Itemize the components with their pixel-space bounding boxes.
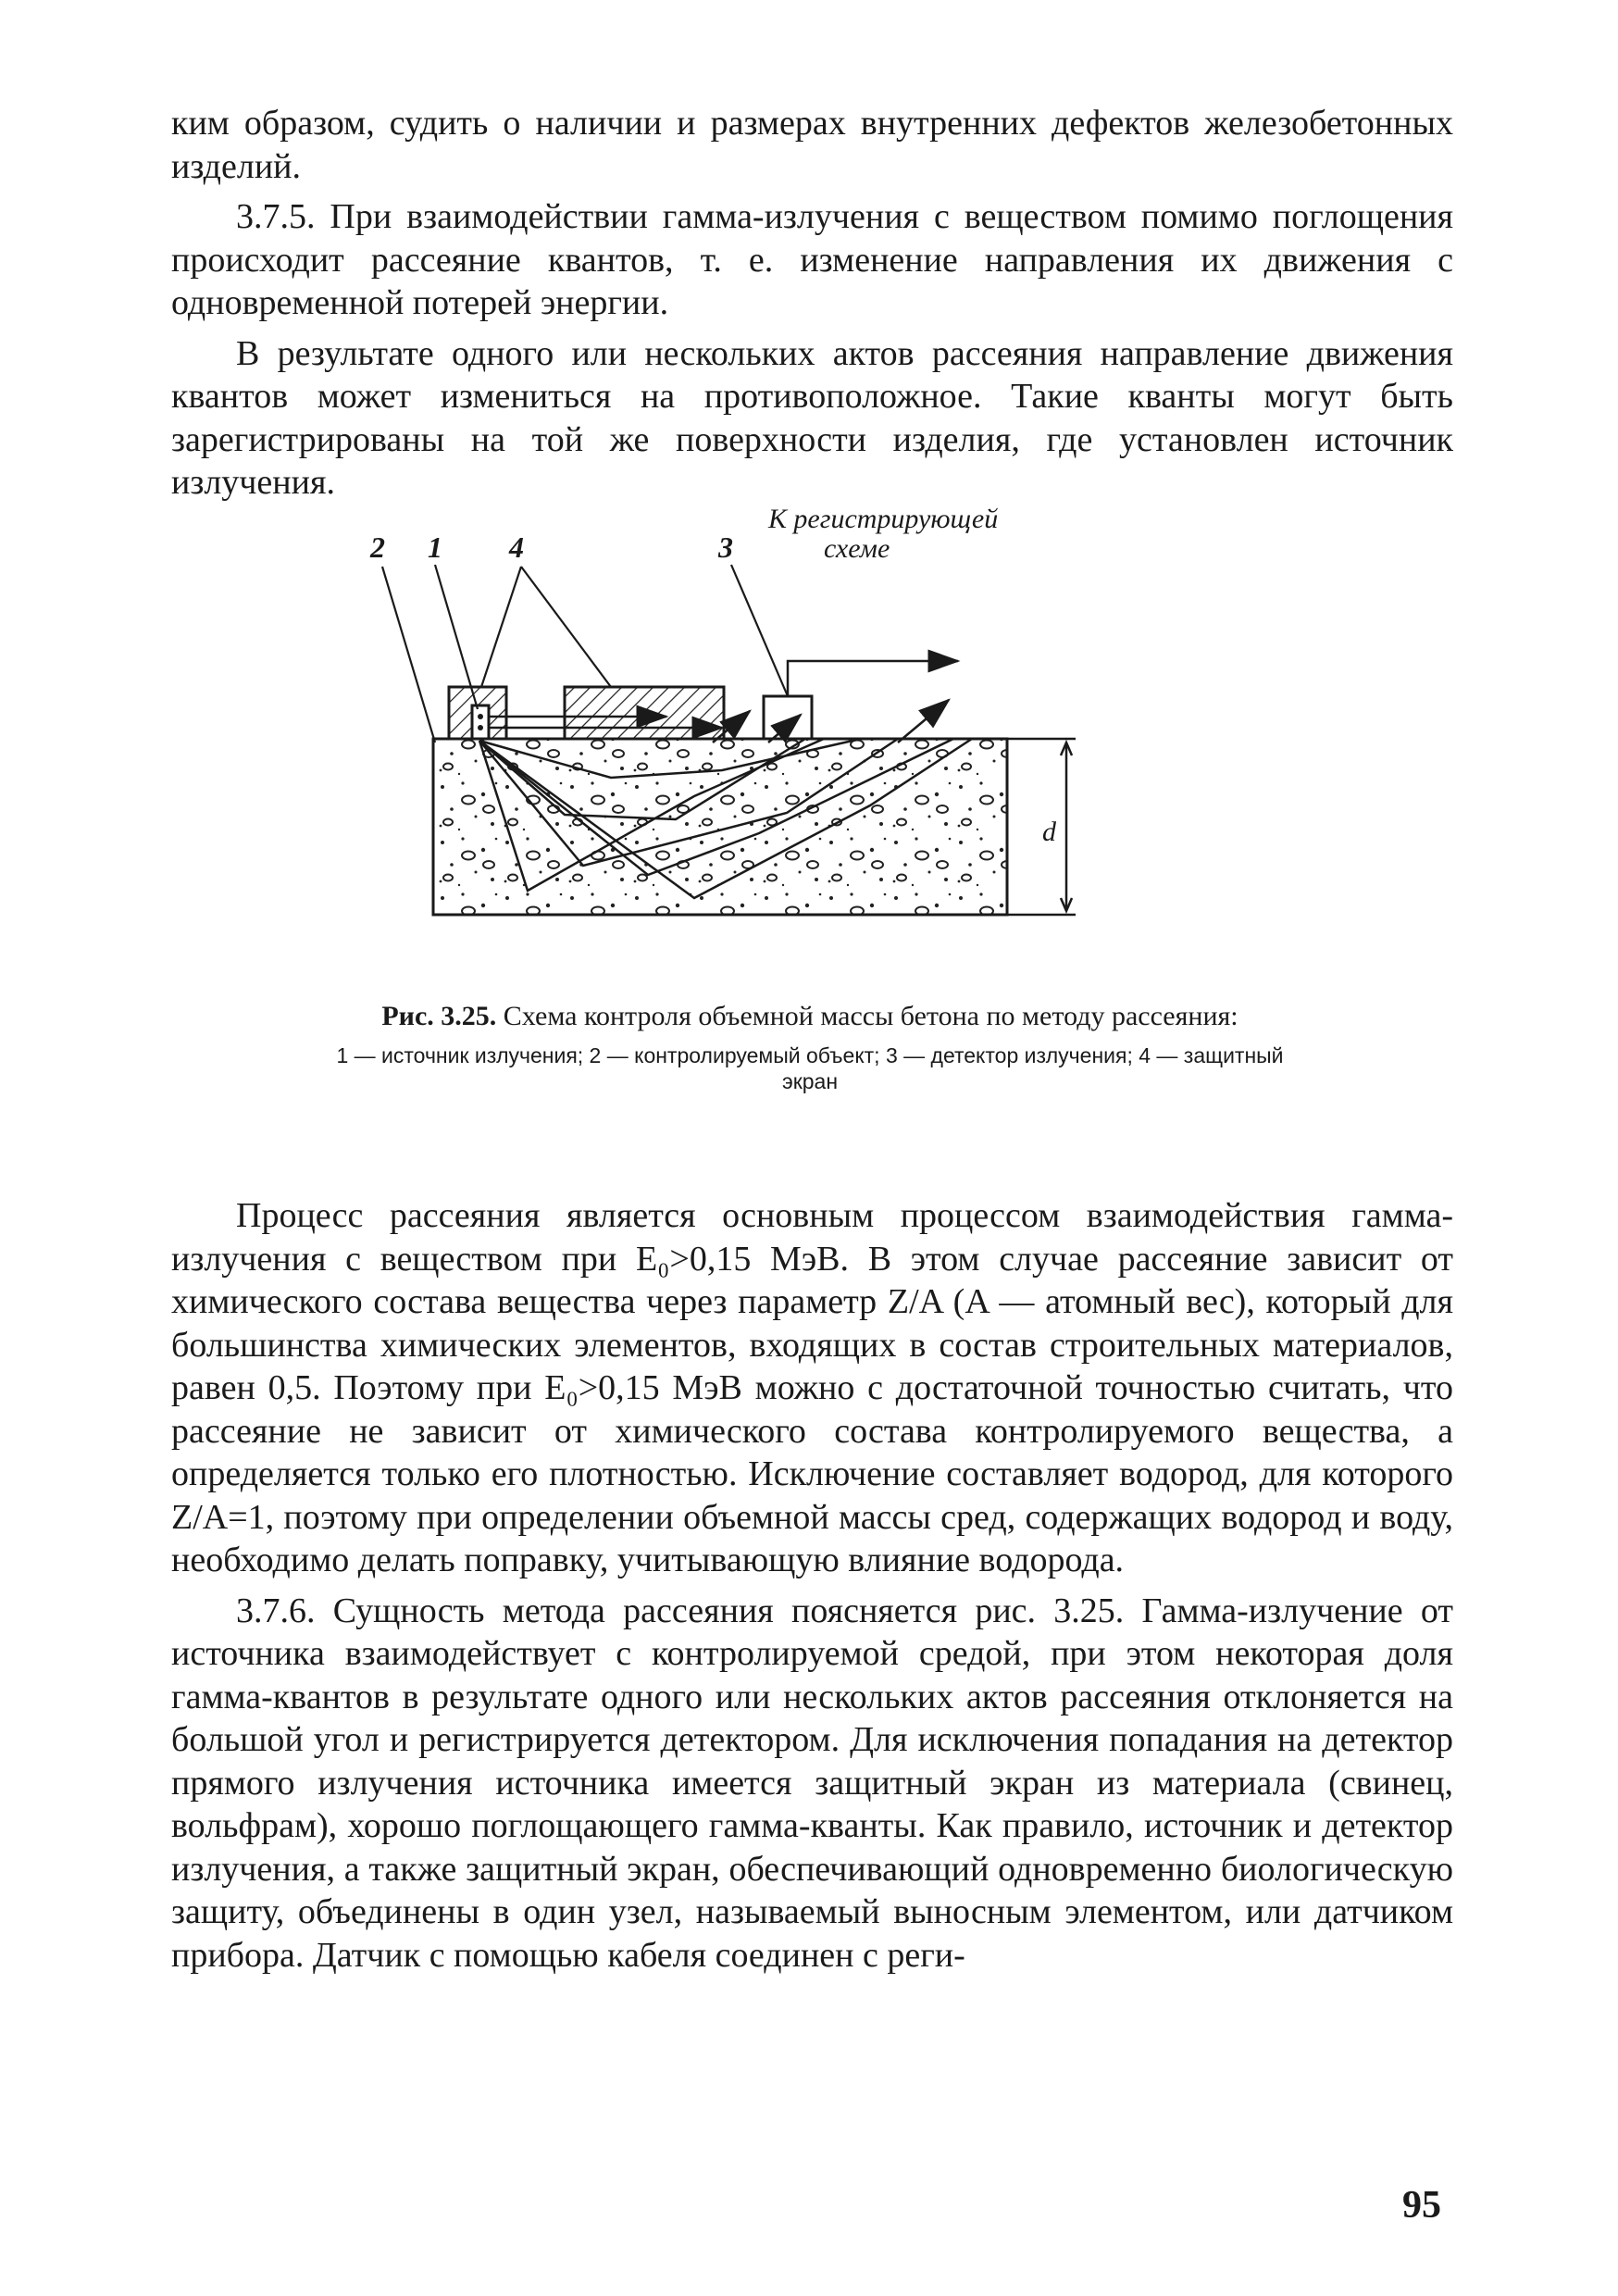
scattering-method-diagram <box>305 500 1305 963</box>
radiation-source <box>472 705 489 739</box>
label-num-2: 2 <box>370 530 385 564</box>
page-number: 95 <box>1402 2184 1441 2227</box>
label-num-4: 4 <box>509 530 524 564</box>
top-text-block <box>171 102 1453 505</box>
cable-to-circuit <box>788 661 958 696</box>
depth-marker <box>1007 739 1076 915</box>
bottom-text-block <box>171 1194 1453 1977</box>
scattered-quanta-arrows <box>713 700 949 742</box>
caption-title-line <box>315 1000 1305 1033</box>
caption-title: Схема контроля объемной массы бетона по методу рассеяния: <box>503 1001 1238 1031</box>
label-register-circuit-2: схеме <box>824 533 890 564</box>
label-num-3: 3 <box>718 530 733 564</box>
caption-prefix: Рис. 3.25. <box>381 1001 497 1031</box>
paragraph-3-7-5: 3.7.5. При взаимодействии гамма-излучения с веществом помимо поглощения происходит рассеяние квантов, т. е. изменение направления их движения с одновременной потерей энергии. <box>171 197 1453 322</box>
paragraph-scattering-result: В результате одного или нескольких актов рассеяния направление движения квантов может измениться на противоположное. Такие кванты могут быть зарегистрированы на той же поверхности изделия, где установлен источник излучения. <box>171 333 1453 502</box>
shield-screen-right <box>565 687 724 739</box>
paragraph-continuation: ким образом, судить о наличии и размерах внутренних дефектов железобетонных изделий. <box>171 104 1453 186</box>
label-register-circuit: К регистрирующей <box>768 504 999 534</box>
depth-label: d <box>1042 817 1056 847</box>
caption-legend: 1 — источник излучения; 2 — контролируемый объект; 3 — детектор излучения; 4 — защитный экран <box>336 1043 1284 1093</box>
concrete-object <box>433 739 1007 915</box>
label-num-1: 1 <box>428 530 442 564</box>
paragraph-3-7-6: 3.7.6. Сущность метода рассеяния поясняется рис. 3.25. Гамма-излучение от источника взаимодействует с контролируемой средой, при этом некоторая доля гамма-квантов в результате одного или нескольких актов рассеяния отклоняется на большой угол и регистрируется детектором. Для исключения попадания на детектор прямого излучения источника имеется защитный экран из материала (свинец, вольфрам), хорошо поглощающего гамма-кванты. Как правило, источник и детектор излучения, а также защитный экран, обеспечивающий одновременно биологическую защиту, объединены в один узел, называемый выносным элементом, или датчиком прибора. Датчик с помощью кабеля соединен с реги- <box>171 1591 1453 1975</box>
paragraph-scattering-process: Процесс рассеяния является основным процессом взаимодействия гамма-излучения с веществом при E₀>0,15 МэВ. В этом случае рассеяние зависит от химического состава вещества через параметр Z/A (A — атомный вес), который для большинства химических элементов, входящих в состав строительных материалов, равен 0,5. Поэтому при E₀>0,15 МэВ можно с достаточной точностью считать, что рассеяние не зависит от химического состава контролируемого вещества, а определяется только его плотностью. Исключение составляет водород, для которого Z/A=1, поэтому при определении объемной массы сред, содержащих водород и воду, необходимо делать поправку, учитывающую влияние водорода. <box>171 1196 1453 1579</box>
figure-caption <box>315 1000 1305 1094</box>
detector <box>764 696 812 739</box>
